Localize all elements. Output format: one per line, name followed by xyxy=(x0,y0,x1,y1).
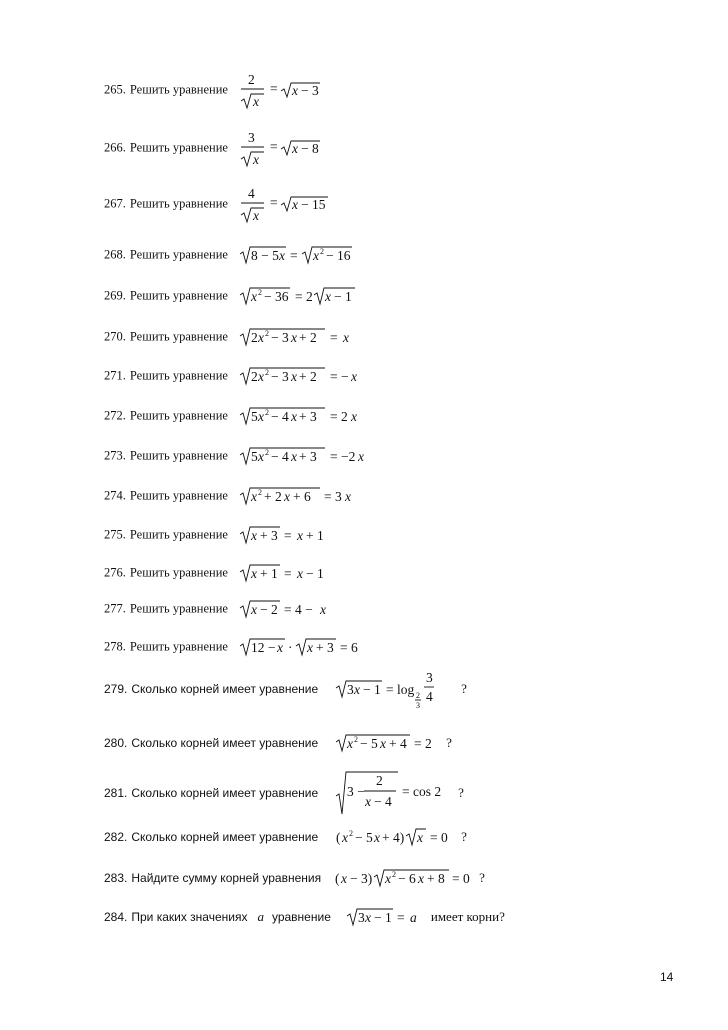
svg-text:2: 2 xyxy=(264,329,269,338)
svg-text:a: a xyxy=(409,910,417,925)
equation-graphic xyxy=(240,326,365,348)
svg-text:2: 2 xyxy=(319,247,324,256)
svg-text:12 −: 12 − xyxy=(250,640,276,655)
svg-text:+ 3: + 3 xyxy=(315,640,334,655)
svg-text:2: 2 xyxy=(257,488,262,497)
equation xyxy=(336,826,451,848)
svg-text:= log: = log xyxy=(386,682,415,697)
equation xyxy=(240,485,365,507)
svg-text:x: x xyxy=(341,871,348,886)
svg-text:x: x xyxy=(418,871,425,886)
problem-266 xyxy=(104,128,330,168)
svg-text:2: 2 xyxy=(376,773,383,788)
svg-text:=: = xyxy=(396,910,405,925)
svg-text:− 5: − 5 xyxy=(355,830,373,845)
svg-text:x: x xyxy=(364,910,371,925)
svg-text:= 4 −: = 4 − xyxy=(283,602,313,617)
problem-number: 268. xyxy=(104,247,126,262)
svg-text:3: 3 xyxy=(357,910,365,925)
svg-text:+ 4: + 4 xyxy=(389,736,407,751)
problem-268 xyxy=(104,244,365,266)
svg-text:x: x xyxy=(250,489,257,504)
svg-text:x: x xyxy=(374,830,381,845)
problem-prompt: Решить уравнение xyxy=(129,408,228,423)
problem-284 xyxy=(104,906,505,928)
svg-text:2: 2 xyxy=(247,72,255,87)
svg-text:− 3: − 3 xyxy=(300,83,319,98)
equation xyxy=(240,598,340,620)
svg-text:x: x xyxy=(350,409,357,424)
svg-text:4: 4 xyxy=(247,186,255,201)
equation xyxy=(336,770,448,816)
svg-text:8 − 5: 8 − 5 xyxy=(250,248,279,263)
equation xyxy=(240,70,330,110)
svg-text:x: x xyxy=(257,409,264,424)
svg-text:= 2: = 2 xyxy=(329,409,348,424)
svg-text:= 2: = 2 xyxy=(414,736,432,751)
problem-number: 273. xyxy=(104,448,126,463)
svg-text:x: x xyxy=(250,602,257,617)
question-mark: ? xyxy=(458,785,464,800)
problem-prompt: Решить уравнение xyxy=(129,82,228,97)
problem-269 xyxy=(104,285,365,307)
equation xyxy=(240,184,340,224)
problem-prompt: Решить уравнение xyxy=(129,639,228,654)
equation-graphic xyxy=(240,445,370,467)
svg-text:3: 3 xyxy=(347,682,354,697)
problem-number: 283. xyxy=(104,871,128,885)
equation-graphic xyxy=(240,598,340,620)
svg-text:(: ( xyxy=(335,871,340,886)
svg-text:x: x xyxy=(291,141,298,156)
svg-text:x: x xyxy=(257,449,264,464)
svg-text:− 16: − 16 xyxy=(325,248,351,263)
equation xyxy=(240,285,365,307)
problem-number: 278. xyxy=(104,639,126,654)
problem-prompt: Решить уравнение xyxy=(129,527,228,542)
problem-prompt: Решить уравнение xyxy=(129,247,228,262)
problem-prompt: Найдите сумму корней уравнения xyxy=(131,871,322,885)
problem-prompt: Сколько корней имеет уравнение xyxy=(131,786,319,800)
problem-number: 267. xyxy=(104,196,126,211)
problem-274 xyxy=(104,485,365,507)
equation-graphic xyxy=(336,668,451,710)
svg-text:2: 2 xyxy=(392,870,397,879)
svg-text:2: 2 xyxy=(264,368,269,377)
svg-text:− 4: − 4 xyxy=(270,409,289,424)
problem-282 xyxy=(104,826,467,848)
equation-graphic xyxy=(240,365,365,387)
svg-text:x: x xyxy=(350,369,357,384)
svg-text:− 5: − 5 xyxy=(360,736,378,751)
problem-number: 277. xyxy=(104,601,126,616)
svg-text:− 3): − 3) xyxy=(350,871,373,886)
svg-text:+ 2: + 2 xyxy=(298,330,317,345)
svg-text:x: x xyxy=(380,736,387,751)
svg-text:x: x xyxy=(324,289,331,304)
page-number: 14 xyxy=(660,970,674,984)
svg-text:x: x xyxy=(347,736,354,751)
svg-text:x: x xyxy=(257,330,264,345)
question-mark: ? xyxy=(479,870,485,885)
problem-number: 280. xyxy=(104,736,128,750)
svg-text:x: x xyxy=(417,830,424,845)
svg-text:= 0: = 0 xyxy=(452,871,470,886)
svg-text:x: x xyxy=(252,152,259,167)
svg-text:x: x xyxy=(342,330,349,345)
svg-text:2: 2 xyxy=(257,288,262,297)
problem-prompt: Решить уравнение xyxy=(129,488,228,503)
equation-graphic xyxy=(240,524,340,546)
equation xyxy=(240,562,340,584)
equation xyxy=(240,636,365,658)
problem-278 xyxy=(104,636,365,658)
problem-267 xyxy=(104,184,340,224)
svg-text:=: = xyxy=(269,81,278,96)
problem-prompt: Решить уравнение xyxy=(129,140,228,155)
svg-text:− 6: − 6 xyxy=(398,871,416,886)
svg-text:x: x xyxy=(296,566,303,581)
equation-graphic xyxy=(240,128,330,168)
svg-text:+ 1: + 1 xyxy=(259,566,278,581)
svg-text:= 2: = 2 xyxy=(294,289,313,304)
svg-text:x: x xyxy=(385,871,392,886)
svg-text:=: = xyxy=(269,195,278,210)
equation-graphic xyxy=(240,70,330,110)
equation-graphic xyxy=(240,184,340,224)
question-mark: ? xyxy=(461,829,467,844)
equation xyxy=(336,732,436,754)
svg-text:=: = xyxy=(269,139,278,154)
problem-number: 271. xyxy=(104,368,126,383)
problem-number: 274. xyxy=(104,488,126,503)
equation xyxy=(347,906,427,928)
problem-280 xyxy=(104,732,452,754)
svg-text:+ 6: + 6 xyxy=(292,489,311,504)
svg-text:= 3: = 3 xyxy=(323,489,342,504)
problem-prompt: Сколько корней имеет уравнение xyxy=(131,830,319,844)
svg-text:x: x xyxy=(319,602,326,617)
svg-text:5: 5 xyxy=(250,449,258,464)
equation xyxy=(240,244,365,266)
trailing-text: имеет корни? xyxy=(430,909,505,924)
svg-text:− 3: − 3 xyxy=(270,369,289,384)
equation-graphic xyxy=(335,867,475,889)
problem-271 xyxy=(104,365,365,387)
problem-prompt: При каких значениях xyxy=(131,910,248,924)
svg-text:x: x xyxy=(342,830,349,845)
svg-text:− 1: − 1 xyxy=(363,682,381,697)
svg-text:x: x xyxy=(250,566,257,581)
svg-text:+ 1: + 1 xyxy=(305,528,324,543)
problem-prompt: Решить уравнение xyxy=(129,368,228,383)
svg-text:− 1: − 1 xyxy=(333,289,352,304)
equation xyxy=(240,524,340,546)
equation-graphic xyxy=(336,826,451,848)
svg-text:x: x xyxy=(252,94,259,109)
svg-text:2: 2 xyxy=(250,369,258,384)
equation-graphic xyxy=(336,732,436,754)
svg-text:− 8: − 8 xyxy=(300,141,319,156)
problem-275 xyxy=(104,524,340,546)
equation-graphic xyxy=(336,770,448,816)
svg-text:=: = xyxy=(289,248,298,263)
svg-text:+ 2: + 2 xyxy=(298,369,317,384)
svg-text:=: = xyxy=(329,330,338,345)
equation-graphic xyxy=(240,562,340,584)
svg-text:+ 3: + 3 xyxy=(298,449,317,464)
svg-text:= −: = − xyxy=(329,369,349,384)
equation-graphic xyxy=(347,906,427,928)
svg-text:x: x xyxy=(290,449,297,464)
problem-277 xyxy=(104,598,340,620)
svg-text:3: 3 xyxy=(247,130,255,145)
svg-text:+ 3: + 3 xyxy=(298,409,317,424)
svg-text:− 2: − 2 xyxy=(259,602,278,617)
problem-265 xyxy=(104,70,330,110)
equation-graphic xyxy=(240,485,365,507)
svg-text:x: x xyxy=(257,369,264,384)
svg-text:3: 3 xyxy=(426,670,433,685)
svg-text:x: x xyxy=(312,248,319,263)
equation xyxy=(240,445,370,467)
problem-283 xyxy=(104,867,485,889)
svg-text:− 36: − 36 xyxy=(263,289,289,304)
problem-number: 282. xyxy=(104,830,128,844)
problem-number: 266. xyxy=(104,140,126,155)
problem-number: 272. xyxy=(104,408,126,423)
svg-text:= 6: = 6 xyxy=(339,640,358,655)
svg-text:x: x xyxy=(276,640,283,655)
equation xyxy=(240,365,365,387)
svg-text:= −2: = −2 xyxy=(329,449,356,464)
svg-text:x: x xyxy=(291,197,298,212)
svg-text:x: x xyxy=(357,449,364,464)
svg-text:x: x xyxy=(290,330,297,345)
equation-graphic xyxy=(240,636,365,658)
question-mark: ? xyxy=(461,681,467,696)
svg-text:x: x xyxy=(283,489,290,504)
problem-272 xyxy=(104,405,365,427)
svg-text:x: x xyxy=(250,528,257,543)
problem-prompt: Решить уравнение xyxy=(129,329,228,344)
equation-graphic xyxy=(240,285,365,307)
svg-text:= cos 2: = cos 2 xyxy=(402,784,442,799)
svg-text:2: 2 xyxy=(250,330,258,345)
svg-text:x: x xyxy=(252,208,259,223)
svg-text:5: 5 xyxy=(250,409,258,424)
svg-text:2: 2 xyxy=(264,408,269,417)
svg-text:x: x xyxy=(278,248,285,263)
equation-graphic xyxy=(240,244,365,266)
variable-a: a xyxy=(257,909,264,924)
problem-prompt: Решить уравнение xyxy=(129,448,228,463)
problem-number: 269. xyxy=(104,288,126,303)
svg-text:− 4: − 4 xyxy=(374,794,392,809)
svg-text:3: 3 xyxy=(416,701,421,710)
problem-number: 276. xyxy=(104,565,126,580)
svg-text:x: x xyxy=(250,289,257,304)
svg-text:x: x xyxy=(291,83,298,98)
svg-text:2: 2 xyxy=(349,829,354,838)
svg-text:2: 2 xyxy=(416,691,421,700)
problem-number: 265. xyxy=(104,82,126,97)
svg-text:x: x xyxy=(290,409,297,424)
svg-text:·: · xyxy=(287,640,293,655)
svg-text:− 3: − 3 xyxy=(270,330,289,345)
svg-text:4: 4 xyxy=(426,689,433,704)
svg-text:2: 2 xyxy=(264,448,269,457)
equation xyxy=(240,128,330,168)
question-mark: ? xyxy=(446,735,452,750)
svg-text:= 0: = 0 xyxy=(430,830,448,845)
svg-text:− 1: − 1 xyxy=(305,566,324,581)
svg-text:x: x xyxy=(296,528,303,543)
problem-number: 279. xyxy=(104,682,128,696)
svg-text:+ 8: + 8 xyxy=(427,871,445,886)
problem-prompt-2: уравнение xyxy=(271,910,331,924)
problem-number: 281. xyxy=(104,786,128,800)
equation-graphic xyxy=(240,405,365,427)
svg-text:x: x xyxy=(354,682,361,697)
svg-text:=: = xyxy=(283,528,292,543)
problem-number: 275. xyxy=(104,527,126,542)
svg-text:− 1: − 1 xyxy=(373,910,392,925)
svg-text:− 4: − 4 xyxy=(270,449,289,464)
svg-text:x: x xyxy=(306,640,313,655)
problem-270 xyxy=(104,326,365,348)
svg-text:+ 3: + 3 xyxy=(259,528,278,543)
problem-281 xyxy=(104,770,464,816)
svg-text:+ 2: + 2 xyxy=(263,489,282,504)
svg-text:x: x xyxy=(365,794,372,809)
problem-279 xyxy=(104,668,467,710)
problem-number: 270. xyxy=(104,329,126,344)
equation xyxy=(240,405,365,427)
problem-number: 284. xyxy=(104,910,128,924)
problem-prompt: Сколько корней имеет уравнение xyxy=(131,736,319,750)
equation xyxy=(240,326,365,348)
problem-276 xyxy=(104,562,340,584)
equation xyxy=(336,668,451,710)
svg-text:=: = xyxy=(283,566,292,581)
svg-text:+ 4): + 4) xyxy=(382,830,405,845)
svg-text:2: 2 xyxy=(354,735,359,744)
svg-text:− 15: − 15 xyxy=(300,197,326,212)
problem-prompt: Сколько корней имеет уравнение xyxy=(131,682,319,696)
problem-prompt: Решить уравнение xyxy=(129,565,228,580)
svg-text:x: x xyxy=(344,489,351,504)
equation xyxy=(335,867,475,889)
problem-prompt: Решить уравнение xyxy=(129,288,228,303)
svg-text:3 −: 3 − xyxy=(347,784,365,799)
problem-prompt: Решить уравнение xyxy=(129,196,228,211)
problem-273 xyxy=(104,445,370,467)
problem-prompt: Решить уравнение xyxy=(129,601,228,616)
svg-text:(: ( xyxy=(336,830,341,845)
svg-text:x: x xyxy=(290,369,297,384)
